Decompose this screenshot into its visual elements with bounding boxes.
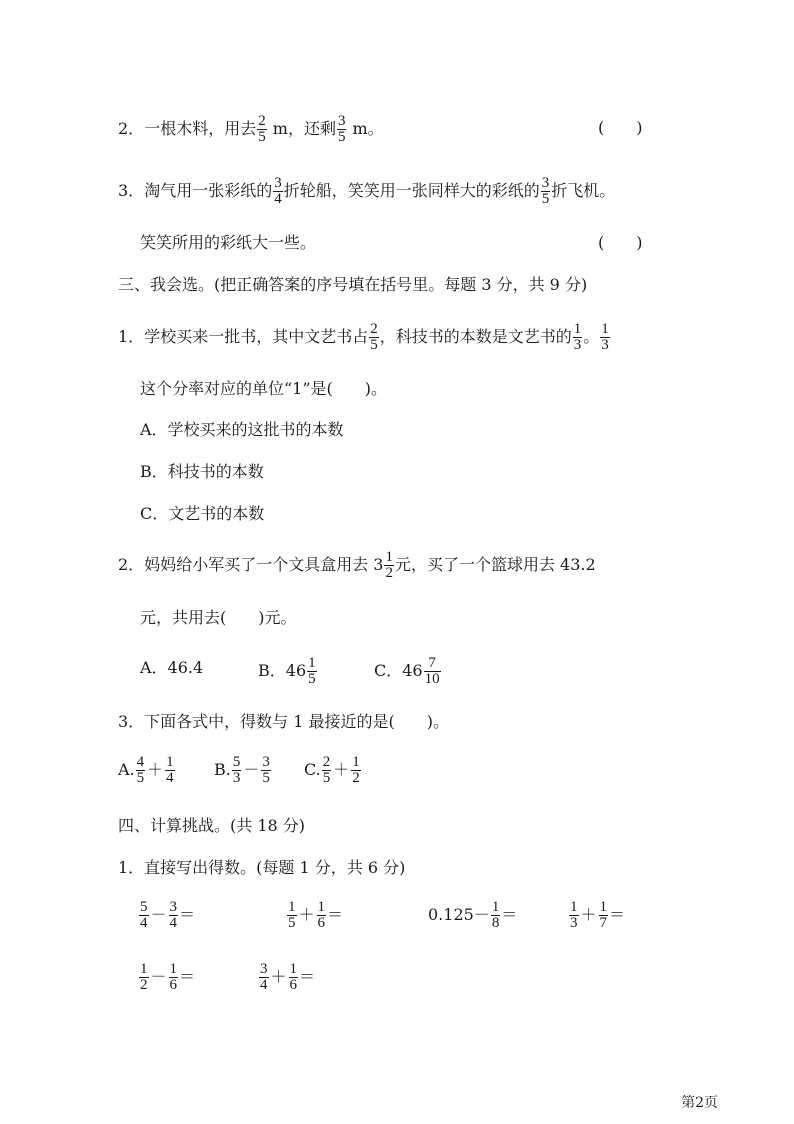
expression: $\frac{1}{2}$ － $\frac{1}{6}$ ＝ (140, 961, 196, 993)
expression: $\frac{1}{3}$ ＋ $\frac{1}{7}$ ＝ (570, 899, 626, 931)
tf-question-3-line2: 笑笑所用的彩纸大一些。 (140, 233, 317, 252)
fraction: $\frac{4}{5}$ (136, 754, 145, 786)
answer-paren[interactable]: ( ) (598, 233, 643, 252)
expression: $\frac{1}{5}$ ＋ $\frac{1}{6}$ ＝ (288, 899, 344, 931)
fraction: $\frac{1}{7}$ (599, 899, 608, 931)
fraction: $\frac{1}{2}$ (140, 961, 148, 993)
fraction: $\frac{1}{2}$ (385, 549, 393, 581)
tf-question-2: 2．一根木料，用去 $\frac{2}{5}$ m，还剩 $\frac{3}{5}$ m。 (118, 113, 384, 145)
option-a[interactable]: A. $\frac{4}{5}$ ＋ $\frac{1}{4}$ (118, 754, 174, 786)
choice-question-2: 2．妈妈给小军买了一个文具盒用去 3 $\frac{1}{2}$ 元，买了一个篮球用去 43.2 (118, 549, 596, 581)
section-heading: 三、我会选。(把正确答案的序号填在括号里。每题 3 分，共 9 分) (118, 275, 588, 294)
fraction: $\frac{7}{10}$ (424, 655, 440, 687)
option-b[interactable]: B．科技书的本数 (140, 462, 264, 481)
expression: $\frac{5}{4}$ － $\frac{3}{4}$ ＝ (140, 899, 196, 931)
fraction: $\frac{5}{3}$ (232, 754, 241, 786)
fraction: $\frac{2}{5}$ (322, 754, 331, 786)
tf-question-3: 3．淘气用一张彩纸的 $\frac{3}{4}$ 折轮船，笑笑用一张同样大的彩纸的 $\frac{3}{5}$ 折飞机。 (118, 175, 616, 207)
choice-question-2-line2: 元，共用去( )元。 (140, 608, 297, 627)
fraction: $\frac{1}{4}$ (166, 754, 174, 786)
option-a[interactable]: A．46.4 (140, 658, 204, 677)
fraction: $\frac{2}{5}$ (370, 321, 378, 353)
option-c[interactable]: C．46 $\frac{7}{10}$ (374, 655, 440, 687)
fraction: $\frac{1}{6}$ (169, 961, 178, 993)
fraction: $\frac{3}{5}$ (541, 175, 550, 207)
fraction: $\frac{5}{4}$ (140, 899, 148, 931)
fraction: $\frac{1}{6}$ (289, 961, 298, 993)
fraction: $\frac{3}{4}$ (274, 175, 282, 207)
option-a[interactable]: A．学校买来的这批书的本数 (140, 420, 344, 439)
choice-question-3: 3．下面各式中，得数与 1 最接近的是( )。 (118, 712, 450, 731)
fraction: $\frac{3}{5}$ (262, 754, 270, 786)
section-heading: 四、计算挑战。(共 18 分) (118, 816, 306, 835)
fraction: $\frac{1}{3}$ (570, 899, 578, 931)
choice-question-1-line2: 这个分率对应的单位“1”是( )。 (140, 379, 388, 398)
option-b[interactable]: B. $\frac{5}{3}$ － $\frac{3}{5}$ (214, 754, 270, 786)
page-number: 第2页 (681, 1095, 718, 1111)
expression: 0.125－ $\frac{1}{8}$ ＝ (428, 899, 518, 931)
fraction: $\frac{1}{3}$ (573, 321, 582, 353)
fraction: $\frac{1}{5}$ (288, 899, 296, 931)
fraction: $\frac{1}{2}$ (352, 754, 360, 786)
fraction: $\frac{3}{4}$ (260, 961, 268, 993)
fraction: $\frac{2}{5}$ (258, 113, 266, 145)
option-c[interactable]: C. $\frac{2}{5}$ ＋ $\frac{1}{2}$ (304, 754, 360, 786)
fraction: $\frac{3}{5}$ (337, 113, 346, 145)
answer-paren[interactable]: ( ) (598, 118, 643, 137)
calc-question-1: 1．直接写出得数。(每题 1 分，共 6 分) (118, 858, 406, 877)
fraction: $\frac{1}{3}$ (601, 321, 609, 353)
expression: $\frac{3}{4}$ ＋ $\frac{1}{6}$ ＝ (260, 961, 316, 993)
fraction: $\frac{1}{6}$ (317, 899, 326, 931)
fraction: $\frac{3}{4}$ (169, 899, 178, 931)
fraction: $\frac{1}{5}$ (308, 655, 316, 687)
option-c[interactable]: C．文艺书的本数 (140, 504, 265, 523)
option-b[interactable]: B．46 $\frac{1}{5}$ (258, 655, 316, 687)
choice-question-1: 1．学校买来一批书，其中文艺书占 $\frac{2}{5}$ ，科技书的本数是文艺书的 $\frac{1}{3}$ 。 $\frac{1}{3}$ (118, 321, 609, 353)
fraction: $\frac{1}{8}$ (491, 899, 500, 931)
